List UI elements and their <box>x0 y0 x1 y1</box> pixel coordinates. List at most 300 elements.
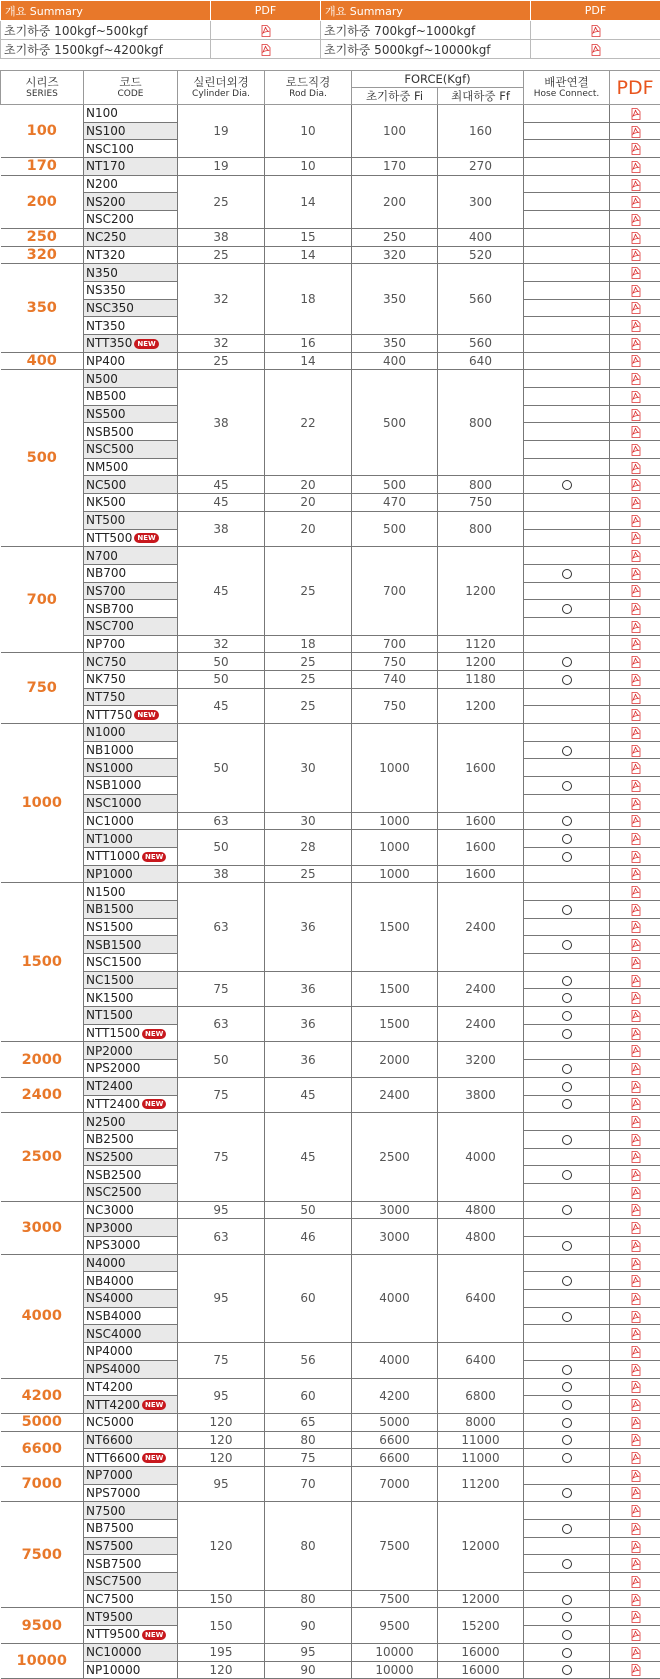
pdf-icon[interactable] <box>630 249 641 261</box>
pdf-icon[interactable] <box>630 1328 641 1340</box>
table-row <box>1 175 660 193</box>
hose-connect <box>524 405 610 423</box>
product-code-text: NSC2500 <box>86 1185 142 1199</box>
product-code <box>84 105 178 123</box>
summary-pdf-link[interactable] <box>211 40 321 59</box>
pdf-link[interactable] <box>610 1113 660 1131</box>
hose-connect <box>524 900 610 918</box>
pdf-icon[interactable] <box>630 1028 641 1040</box>
pdf-link[interactable] <box>610 1042 660 1060</box>
value-fi: 7500 <box>352 1590 438 1608</box>
value-rod: 56 <box>265 1343 352 1378</box>
pdf-icon[interactable] <box>630 214 641 226</box>
pdf-icon[interactable] <box>630 1417 641 1429</box>
pdf-link[interactable] <box>610 582 660 600</box>
pdf-link[interactable] <box>610 971 660 989</box>
pdf-link[interactable] <box>610 1643 660 1661</box>
product-code <box>84 158 178 176</box>
pdf-link[interactable] <box>610 105 660 123</box>
pdf-icon[interactable] <box>630 992 641 1004</box>
pdf-link[interactable] <box>610 1237 660 1255</box>
new-badge: NEW <box>142 1453 166 1463</box>
pdf-link[interactable] <box>610 1095 660 1113</box>
hose-connect <box>524 140 610 158</box>
pdf-icon[interactable] <box>630 426 641 438</box>
circle-icon <box>562 1524 572 1534</box>
hose-connect <box>524 954 610 972</box>
pdf-icon[interactable] <box>630 1664 641 1676</box>
pdf-link[interactable] <box>610 1148 660 1166</box>
pdf-link[interactable] <box>610 1555 660 1573</box>
pdf-link[interactable] <box>610 1466 660 1484</box>
value-fi: 1000 <box>352 724 438 812</box>
pdf-link[interactable] <box>610 688 660 706</box>
pdf-link[interactable] <box>610 794 660 812</box>
pdf-icon[interactable] <box>630 1541 641 1553</box>
value-ff: 12000 <box>438 1590 524 1608</box>
table-row <box>1 1254 660 1272</box>
value-cyl: 45 <box>178 688 265 723</box>
pdf-icon[interactable] <box>630 1116 641 1128</box>
pdf-link[interactable] <box>610 1431 660 1449</box>
pdf-link[interactable] <box>610 1254 660 1272</box>
pdf-link[interactable] <box>610 1077 660 1095</box>
pdf-link[interactable] <box>610 405 660 423</box>
pdf-link[interactable] <box>610 1272 660 1290</box>
hose-connect <box>524 989 610 1007</box>
pdf-link[interactable] <box>610 1626 660 1644</box>
pdf-link[interactable] <box>610 458 660 476</box>
hose-connect <box>524 1413 610 1431</box>
pdf-icon[interactable] <box>630 603 641 615</box>
pdf-icon[interactable] <box>630 886 641 898</box>
pdf-link[interactable] <box>610 299 660 317</box>
pdf-link[interactable] <box>610 900 660 918</box>
summary-row <box>1 40 660 59</box>
pdf-icon[interactable] <box>630 833 641 845</box>
product-code <box>84 564 178 582</box>
hose-connect <box>524 847 610 865</box>
pdf-icon[interactable] <box>630 1434 641 1446</box>
pdf-icon[interactable] <box>630 868 641 880</box>
pdf-icon[interactable] <box>630 1558 641 1570</box>
product-code <box>84 1148 178 1166</box>
pdf-icon[interactable] <box>630 1647 641 1659</box>
product-code-text: NP2000 <box>86 1044 133 1058</box>
pdf-link[interactable] <box>610 1183 660 1201</box>
pdf-link[interactable] <box>610 1024 660 1042</box>
pdf-link[interactable] <box>610 954 660 972</box>
pdf-icon[interactable] <box>630 656 641 668</box>
pdf-link[interactable] <box>610 211 660 229</box>
pdf-icon[interactable] <box>630 1594 641 1606</box>
summary-label: 초기하중 5000kgf~10000kgf <box>321 40 531 59</box>
pdf-icon[interactable] <box>630 338 641 350</box>
pdf-link[interactable] <box>610 617 660 635</box>
pdf-link[interactable] <box>610 317 660 335</box>
pdf-link[interactable] <box>610 671 660 689</box>
circle-icon <box>562 1276 572 1286</box>
pdf-icon[interactable] <box>630 798 641 810</box>
pdf-icon[interactable] <box>630 921 641 933</box>
pdf-icon[interactable] <box>630 497 641 509</box>
pdf-link[interactable] <box>610 281 660 299</box>
pdf-icon[interactable] <box>630 1098 641 1110</box>
pdf-icon[interactable] <box>630 1364 641 1376</box>
pdf-icon[interactable] <box>630 161 641 173</box>
pdf-link[interactable] <box>610 847 660 865</box>
pdf-icon[interactable] <box>630 1187 641 1199</box>
pdf-link[interactable] <box>610 1307 660 1325</box>
product-code <box>84 370 178 388</box>
pdf-icon[interactable] <box>630 1275 641 1287</box>
pdf-icon[interactable] <box>630 1576 641 1588</box>
pdf-link[interactable] <box>610 600 660 618</box>
pdf-icon[interactable] <box>630 1258 641 1270</box>
pdf-link[interactable] <box>610 370 660 388</box>
hose-connect <box>524 246 610 264</box>
value-fi: 320 <box>352 246 438 264</box>
value-fi: 10000 <box>352 1661 438 1679</box>
pdf-link[interactable] <box>610 1590 660 1608</box>
pdf-icon[interactable] <box>260 44 271 56</box>
pdf-icon[interactable] <box>630 1523 641 1535</box>
pdf-icon[interactable] <box>630 939 641 951</box>
table-row <box>1 865 660 883</box>
pdf-icon[interactable] <box>630 1311 641 1323</box>
value-cyl: 120 <box>178 1449 265 1467</box>
hose-connect <box>524 1077 610 1095</box>
pdf-link[interactable] <box>610 246 660 264</box>
pdf-icon[interactable] <box>630 1063 641 1075</box>
pdf-link[interactable] <box>610 423 660 441</box>
value-cyl: 50 <box>178 671 265 689</box>
circle-icon <box>562 1612 572 1622</box>
circle-icon <box>562 1365 572 1375</box>
pdf-link[interactable] <box>610 1360 660 1378</box>
pdf-icon[interactable] <box>630 568 641 580</box>
pdf-icon[interactable] <box>630 479 641 491</box>
pdf-icon[interactable] <box>630 462 641 474</box>
hose-connect <box>524 1166 610 1184</box>
pdf-link[interactable] <box>610 193 660 211</box>
product-code-text: NPS4000 <box>86 1362 140 1376</box>
pdf-link[interactable] <box>610 1130 660 1148</box>
pdf-link[interactable] <box>610 741 660 759</box>
pdf-icon[interactable] <box>630 108 641 120</box>
pdf-icon[interactable] <box>630 1081 641 1093</box>
product-code-text: NB1500 <box>86 902 134 916</box>
pdf-icon[interactable] <box>630 1629 641 1641</box>
pdf-icon[interactable] <box>630 1151 641 1163</box>
product-code <box>84 1413 178 1431</box>
pdf-icon[interactable] <box>630 745 641 757</box>
pdf-link[interactable] <box>610 865 660 883</box>
product-code-text: NS350 <box>86 283 126 297</box>
pdf-link[interactable] <box>610 511 660 529</box>
pdf-icon[interactable] <box>630 957 641 969</box>
pdf-icon[interactable] <box>630 444 641 456</box>
pdf-icon[interactable] <box>630 143 641 155</box>
product-code <box>84 264 178 282</box>
value-ff: 4000 <box>438 1113 524 1201</box>
product-code-text: NT170 <box>86 159 125 173</box>
product-code <box>84 211 178 229</box>
pdf-link[interactable] <box>610 1608 660 1626</box>
pdf-link[interactable] <box>610 1343 660 1361</box>
pdf-link[interactable] <box>610 388 660 406</box>
summary-pdf-link[interactable] <box>211 21 321 40</box>
series-label: 3000 <box>1 1201 84 1254</box>
pdf-link[interactable] <box>610 759 660 777</box>
product-code-text: NSB1500 <box>86 938 141 952</box>
product-code <box>84 1643 178 1661</box>
circle-icon <box>562 1418 572 1428</box>
pdf-icon[interactable] <box>630 515 641 527</box>
value-ff: 16000 <box>438 1661 524 1679</box>
pdf-icon[interactable] <box>630 302 641 314</box>
value-cyl: 19 <box>178 158 265 176</box>
pdf-icon[interactable] <box>630 1487 641 1499</box>
pdf-link[interactable] <box>610 494 660 512</box>
pdf-link[interactable] <box>610 228 660 246</box>
summary-pdf-link[interactable] <box>531 40 660 59</box>
value-rod: 70 <box>265 1466 352 1501</box>
pdf-icon[interactable] <box>630 1222 641 1234</box>
pdf-icon[interactable] <box>630 815 641 827</box>
value-rod: 80 <box>265 1502 352 1590</box>
hose-connect <box>524 1537 610 1555</box>
pdf-link[interactable] <box>610 441 660 459</box>
pdf-link[interactable] <box>610 989 660 1007</box>
pdf-link[interactable] <box>610 777 660 795</box>
value-ff: 11000 <box>438 1449 524 1467</box>
new-badge: NEW <box>142 1630 166 1640</box>
table-row <box>1 1590 660 1608</box>
product-code <box>84 1626 178 1644</box>
product-code-text: NK750 <box>86 672 126 686</box>
pdf-icon[interactable] <box>630 1399 641 1411</box>
table-row <box>1 1413 660 1431</box>
pdf-icon[interactable] <box>630 709 641 721</box>
value-cyl: 38 <box>178 511 265 546</box>
pdf-icon[interactable] <box>630 267 641 279</box>
product-code-text: N1500 <box>86 885 126 899</box>
pdf-link[interactable] <box>610 1502 660 1520</box>
summary-pdf-link[interactable] <box>531 21 660 40</box>
header-rod: 로드직경 Rod Dia. <box>265 71 352 105</box>
hose-connect <box>524 777 610 795</box>
pdf-link[interactable] <box>610 264 660 282</box>
product-code-text: NC10000 <box>86 1645 142 1659</box>
pdf-icon[interactable] <box>630 674 641 686</box>
value-cyl: 38 <box>178 865 265 883</box>
product-code <box>84 1060 178 1078</box>
value-cyl: 95 <box>178 1254 265 1342</box>
value-cyl: 120 <box>178 1661 265 1679</box>
value-rod: 36 <box>265 1007 352 1042</box>
value-cyl: 95 <box>178 1201 265 1219</box>
product-code <box>84 1024 178 1042</box>
pdf-link[interactable] <box>610 936 660 954</box>
pdf-icon[interactable] <box>630 126 641 138</box>
pdf-link[interactable] <box>610 1449 660 1467</box>
pdf-icon[interactable] <box>630 1010 641 1022</box>
value-rod: 15 <box>265 228 352 246</box>
pdf-icon[interactable] <box>630 196 641 208</box>
pdf-icon[interactable] <box>630 1204 641 1216</box>
circle-icon <box>562 1648 572 1658</box>
hose-connect <box>524 1502 610 1520</box>
product-code-text: N700 <box>86 549 118 563</box>
pdf-link[interactable] <box>610 122 660 140</box>
circle-icon <box>562 1595 572 1605</box>
pdf-link[interactable] <box>610 1396 660 1414</box>
pdf-link[interactable] <box>610 158 660 176</box>
product-code <box>84 989 178 1007</box>
product-code <box>84 1325 178 1343</box>
value-fi: 350 <box>352 334 438 352</box>
pdf-icon[interactable] <box>630 780 641 792</box>
pdf-icon[interactable] <box>630 692 641 704</box>
pdf-icon[interactable] <box>630 373 641 385</box>
product-code-text: NT4200 <box>86 1380 133 1394</box>
pdf-icon[interactable] <box>630 1293 641 1305</box>
pdf-link[interactable] <box>610 334 660 352</box>
pdf-link[interactable] <box>610 476 660 494</box>
value-ff: 1200 <box>438 547 524 635</box>
value-fi: 3000 <box>352 1219 438 1254</box>
pdf-icon[interactable] <box>630 621 641 633</box>
value-rod: 80 <box>265 1590 352 1608</box>
pdf-link[interactable] <box>610 706 660 724</box>
product-code <box>84 1661 178 1679</box>
pdf-icon[interactable] <box>630 1452 641 1464</box>
product-code <box>84 547 178 565</box>
summary-label: 초기하중 100kgf~500kgf <box>1 21 211 40</box>
value-rod: 25 <box>265 865 352 883</box>
pdf-icon[interactable] <box>630 355 641 367</box>
value-ff: 400 <box>438 228 524 246</box>
pdf-icon[interactable] <box>630 179 641 191</box>
pdf-link[interactable] <box>610 1060 660 1078</box>
pdf-link[interactable] <box>610 1378 660 1396</box>
product-code-text: NSC100 <box>86 142 134 156</box>
value-rod: 36 <box>265 883 352 971</box>
pdf-link[interactable] <box>610 1201 660 1219</box>
pdf-icon[interactable] <box>630 1611 641 1623</box>
pdf-icon[interactable] <box>590 25 601 37</box>
pdf-link[interactable] <box>610 175 660 193</box>
pdf-icon[interactable] <box>630 975 641 987</box>
pdf-icon[interactable] <box>630 285 641 297</box>
pdf-icon[interactable] <box>630 1381 641 1393</box>
pdf-icon[interactable] <box>630 727 641 739</box>
pdf-link[interactable] <box>610 918 660 936</box>
pdf-icon[interactable] <box>630 532 641 544</box>
pdf-link[interactable] <box>610 830 660 848</box>
series-label: 7000 <box>1 1466 84 1501</box>
pdf-icon[interactable] <box>630 1240 641 1252</box>
value-ff: 6400 <box>438 1343 524 1378</box>
pdf-icon[interactable] <box>630 762 641 774</box>
pdf-icon[interactable] <box>590 44 601 56</box>
pdf-icon[interactable] <box>630 320 641 332</box>
table-row <box>1 547 660 565</box>
pdf-link[interactable] <box>610 1290 660 1308</box>
pdf-link[interactable] <box>610 1573 660 1591</box>
pdf-icon[interactable] <box>630 1134 641 1146</box>
product-code-text: NP1000 <box>86 867 133 881</box>
product-code <box>84 1077 178 1095</box>
table-row <box>1 1007 660 1025</box>
pdf-link[interactable] <box>610 1661 660 1679</box>
pdf-link[interactable] <box>610 724 660 742</box>
product-code-text: NB500 <box>86 389 126 403</box>
product-code-text: NPS7000 <box>86 1486 140 1500</box>
value-cyl: 63 <box>178 883 265 971</box>
value-cyl: 75 <box>178 1113 265 1201</box>
hose-connect <box>524 865 610 883</box>
pdf-link[interactable] <box>610 140 660 158</box>
pdf-link[interactable] <box>610 1166 660 1184</box>
value-rod: 75 <box>265 1449 352 1467</box>
pdf-link[interactable] <box>610 547 660 565</box>
pdf-icon[interactable] <box>630 550 641 562</box>
pdf-link[interactable] <box>610 1219 660 1237</box>
pdf-icon[interactable] <box>630 1346 641 1358</box>
pdf-link[interactable] <box>610 352 660 370</box>
table-row <box>1 1077 660 1095</box>
pdf-icon[interactable] <box>630 585 641 597</box>
value-fi: 9500 <box>352 1608 438 1643</box>
pdf-icon[interactable] <box>630 1505 641 1517</box>
value-cyl: 150 <box>178 1608 265 1643</box>
pdf-link[interactable] <box>610 1325 660 1343</box>
pdf-link[interactable] <box>610 883 660 901</box>
pdf-icon[interactable] <box>630 409 641 421</box>
product-code-text: NTT750 <box>86 708 132 722</box>
pdf-icon[interactable] <box>630 904 641 916</box>
pdf-link[interactable] <box>610 1484 660 1502</box>
hose-connect <box>524 1608 610 1626</box>
pdf-icon[interactable] <box>630 638 641 650</box>
pdf-icon[interactable] <box>630 1169 641 1181</box>
pdf-icon[interactable] <box>630 1045 641 1057</box>
pdf-icon[interactable] <box>630 1470 641 1482</box>
pdf-link[interactable] <box>610 1537 660 1555</box>
pdf-link[interactable] <box>610 564 660 582</box>
pdf-icon[interactable] <box>630 391 641 403</box>
product-code-text: NTT350 <box>86 336 132 350</box>
pdf-link[interactable] <box>610 635 660 653</box>
pdf-icon[interactable] <box>630 851 641 863</box>
product-code <box>84 883 178 901</box>
value-cyl: 50 <box>178 724 265 812</box>
series-label: 700 <box>1 547 84 653</box>
pdf-link[interactable] <box>610 812 660 830</box>
pdf-link[interactable] <box>610 1520 660 1538</box>
pdf-link[interactable] <box>610 529 660 547</box>
pdf-icon[interactable] <box>630 232 641 244</box>
value-fi: 1000 <box>352 865 438 883</box>
product-code-text: NTT500 <box>86 531 132 545</box>
pdf-link[interactable] <box>610 1007 660 1025</box>
value-cyl: 120 <box>178 1502 265 1590</box>
pdf-icon[interactable] <box>260 25 271 37</box>
pdf-link[interactable] <box>610 653 660 671</box>
pdf-link[interactable] <box>610 1413 660 1431</box>
